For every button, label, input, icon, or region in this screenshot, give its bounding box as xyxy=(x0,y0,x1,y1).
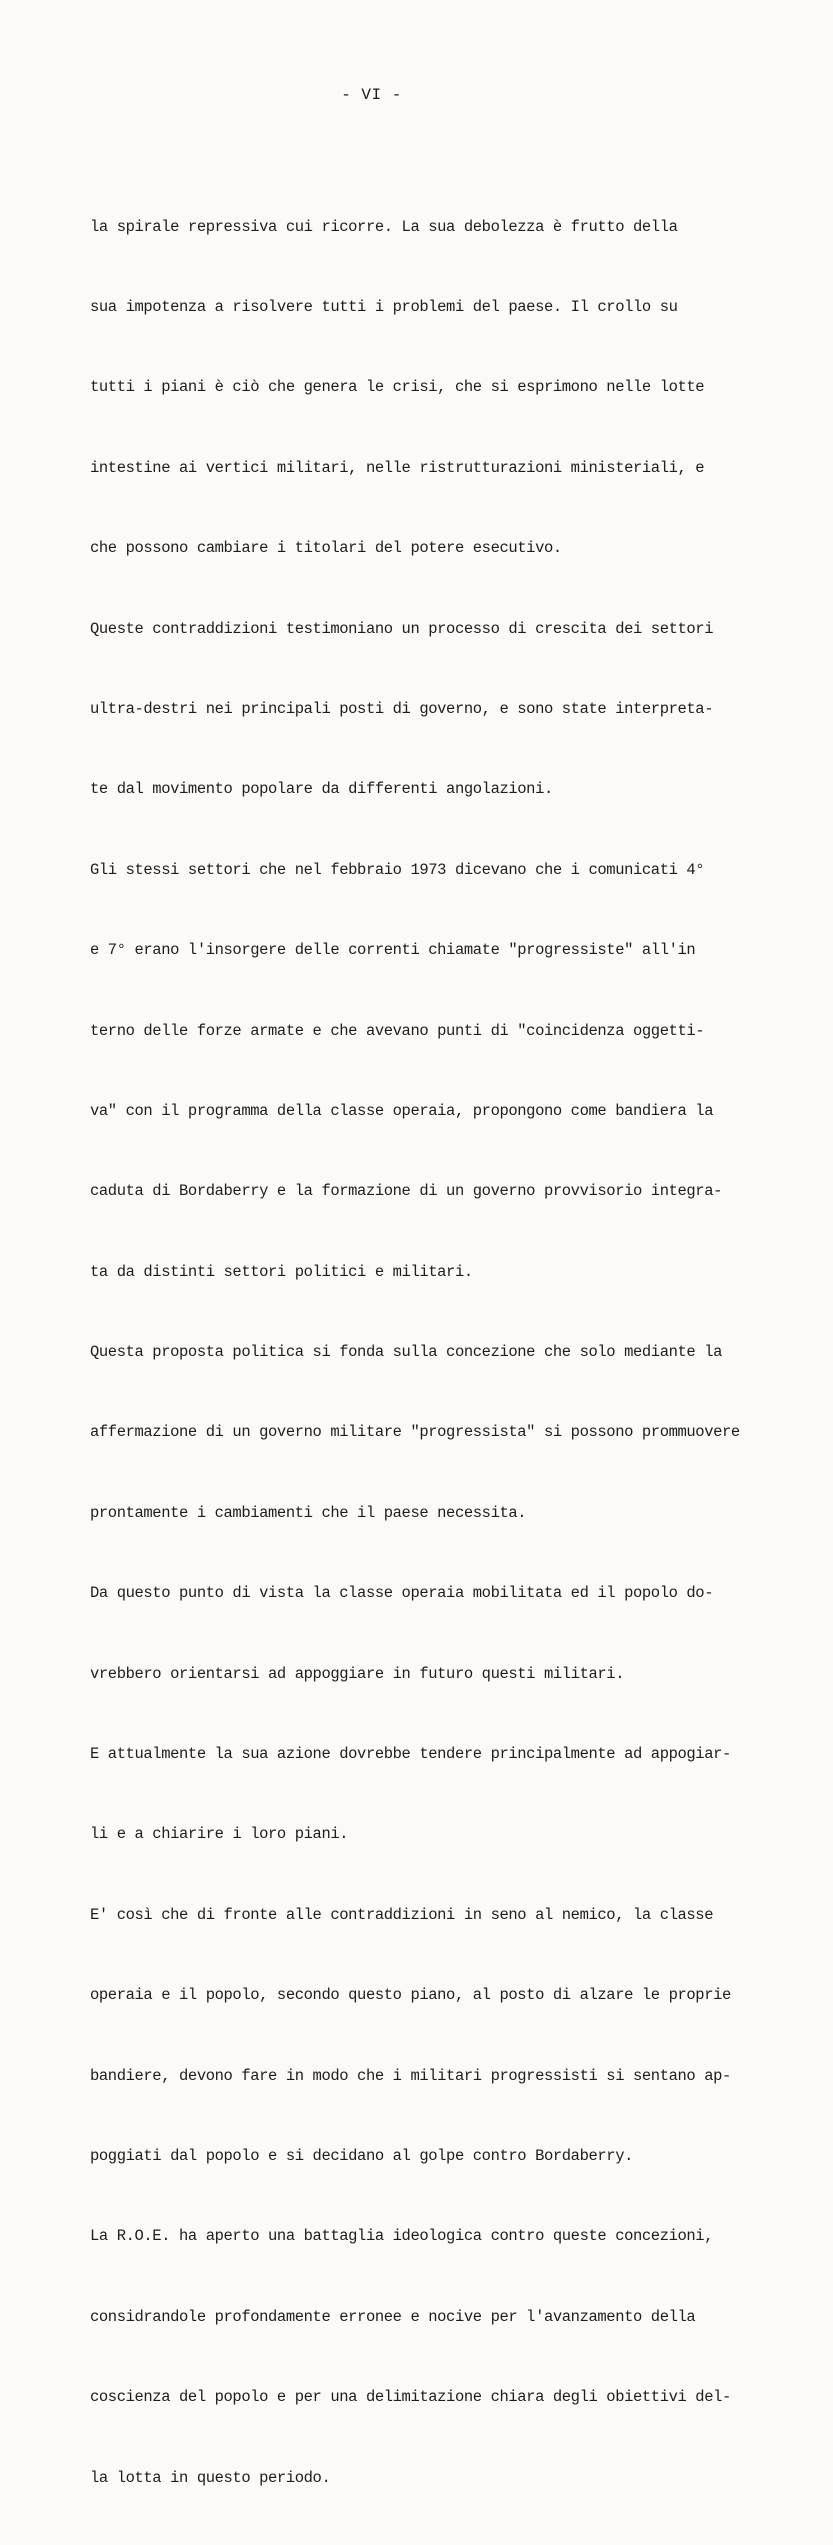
text-line: E attualmente la sua azione dovrebbe tendere principalmente ad appogiar- xyxy=(90,1745,731,1764)
text-line: vrebbero orientarsi ad appoggiare in futuro questi militari. xyxy=(90,1664,625,1683)
text-line: Questa proposta politica si fonda sulla concezione che solo mediante la xyxy=(90,1343,723,1362)
text-line: affermazione di un governo militare "progressista" si possono prommuovere xyxy=(90,1423,740,1442)
text-line: prontamente i cambiamenti che il paese necessita. xyxy=(90,1503,527,1522)
text-line: ta da distinti settori politici e militari. xyxy=(90,1262,473,1281)
body-text xyxy=(90,160,790,2545)
text-line: la spirale repressiva cui ricorre. La sua debolezza è frutto della xyxy=(90,217,678,236)
text-line: Gli stessi settori che nel febbraio 1973 dicevano che i comunicati 4° xyxy=(90,860,705,879)
text-line: E' così che di fronte alle contraddizioni in seno al nemico, la classe xyxy=(90,1905,714,1924)
text-line: te dal movimento popolare da differenti angolazioni. xyxy=(90,780,553,799)
text-line: Da questo punto di vista la classe operaia mobilitata ed il popolo do- xyxy=(90,1584,714,1603)
text-line: e 7° erano l'insorgere delle correnti chiamate "progressiste" all'in xyxy=(90,941,696,960)
text-line: sua impotenza a risolvere tutti i problemi del paese. Il crollo su xyxy=(90,297,678,316)
text-line: Queste contraddizioni testimoniano un processo di crescita dei settori xyxy=(90,619,714,638)
text-line: caduta di Bordaberry e la formazione di un governo provvisorio integra- xyxy=(90,1182,723,1201)
text-line: considrandole profondamente erronee e nocive per l'avanzamento della xyxy=(90,2307,696,2326)
text-line: la lotta in questo periodo. xyxy=(90,2468,331,2487)
text-line: che possono cambiare i titolari del potere esecutivo. xyxy=(90,539,562,558)
text-line: va" con il programma della classe operaia, propongono come bandiera la xyxy=(90,1101,714,1120)
text-line: bandiere, devono fare in modo che i militari progressisti si sentano ap- xyxy=(90,2066,731,2085)
text-line: coscienza del popolo e per una delimitazione chiara degli obiettivi del- xyxy=(90,2388,731,2407)
page-number: - VI - xyxy=(341,86,402,104)
text-line: poggiati dal popolo e si decidano al golpe contro Bordaberry. xyxy=(90,2146,633,2165)
text-line: La R.O.E. ha aperto una battaglia ideologica contro queste concezioni, xyxy=(90,2227,714,2246)
text-line: intestine ai vertici militari, nelle ristrutturazioni ministeriali, e xyxy=(90,458,705,477)
text-line: operaia e il popolo, secondo questo piano, al posto di alzare le proprie xyxy=(90,1986,731,2005)
text-line: terno delle forze armate e che avevano punti di "coincidenza oggetti- xyxy=(90,1021,705,1040)
text-line: tutti i piani è ciò che genera le crisi, che si esprimono nelle lotte xyxy=(90,378,705,397)
text-line: ultra-destri nei principali posti di governo, e sono state interpreta- xyxy=(90,699,714,718)
text-line: li e a chiarire i loro piani. xyxy=(90,1825,349,1844)
